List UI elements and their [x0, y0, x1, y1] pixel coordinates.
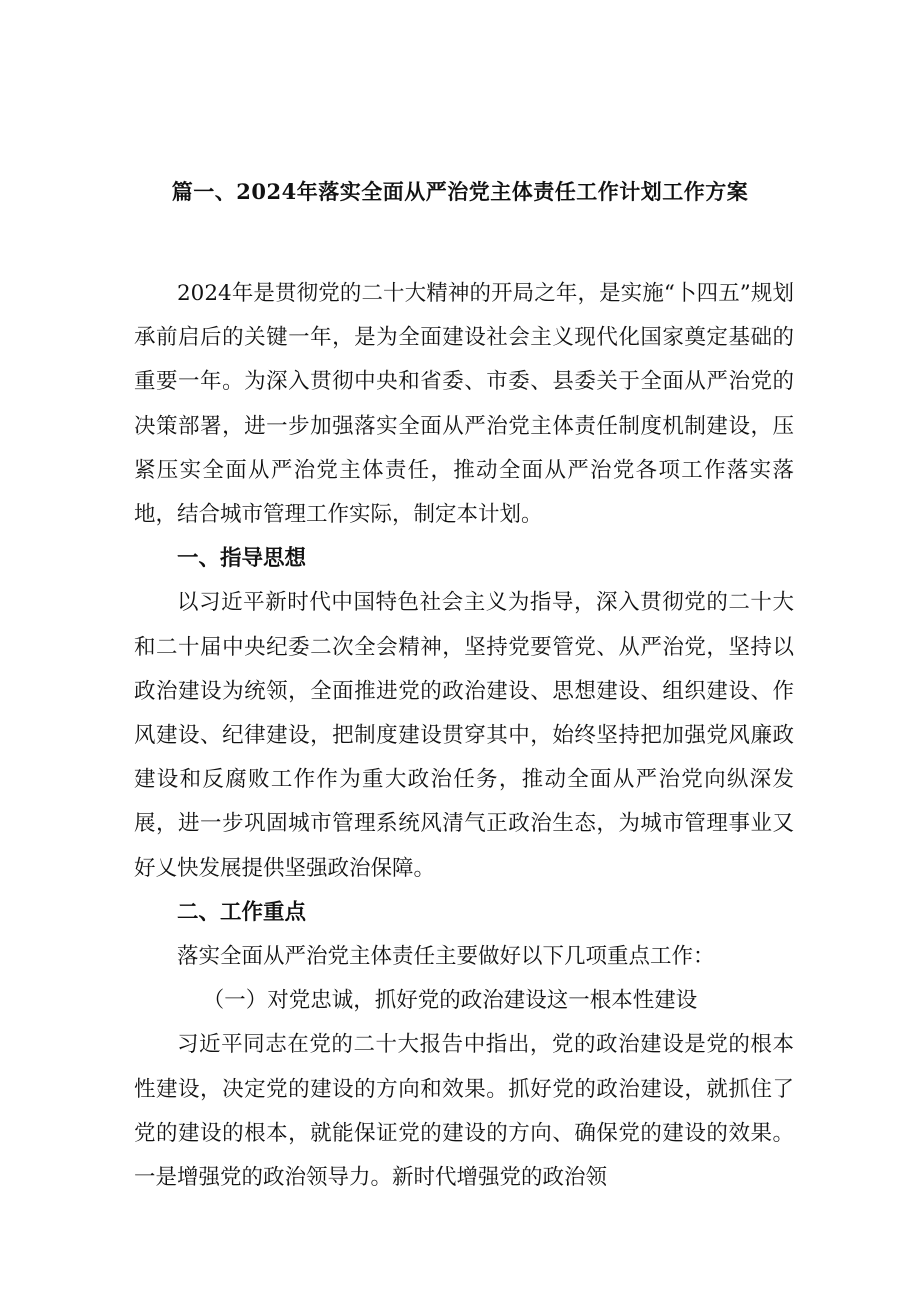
intro-paragraph: 2024年是贯彻党的二十大精神的开局之年，是实施“卜四五”规划承前启后的关键一年，是为全面建设社会主义现代化国家奠定基础的重要一年。为深入贯彻中央和省委、市委、县委关于全面从严治党的决策部署，进一步加强落实全面从严治党主体责任制度机制建设，压紧压实全面从严治党主体责任，推动全面从严治党各项工作落实落地，结合城市管理工作实际，制定本计划。 [134, 281, 794, 528]
guiding-thought-paragraph: 以习近平新时代中国特色社会主义为指导，深入贯彻党的二十大和二十届中央纪委二次全会精神，坚持党要管党、从严治党，坚持以政治建设为统领，全面推进党的政治建设、思想建设、组织建设、作风建设、纪律建设，把制度建设贯穿其中，始终坚持把加强党风廉政建设和反腐败工作作为重大政治任务，推动全面从严治党向纵深发展，进一步巩固城市管理系统风清气正政治生态，为城市管理事业又好乂快发展提供坚强政治保障。 [134, 590, 794, 881]
section-heading-guiding-thought: 一、指导思想 [177, 546, 307, 572]
document-title: 篇一、2024年落实全面从严治党主体责任工作计划工作方案 [171, 179, 749, 204]
section-heading-work-focus: 二、工作重点 [177, 899, 307, 925]
document-body [134, 272, 794, 1200]
political-construction-paragraph: 习近平同志在党的二十大报告中指出，党的政治建设是党的根本性建设，决定党的建设的方向和效果。抓好党的政治建设，就抓住了党的建设的根本，就能保证党的建设的方向、确保党的建设的效果。一是增强党的政治领导力。新时代增强党的政治领 [134, 1032, 794, 1191]
work-focus-intro-paragraph: 落实全面从严治党主体责任主要做好以下几项重点工作： [177, 944, 715, 970]
subsection-heading-political-construction: （一）对党忠诚，抓好党的政治建设这一根本性建设 [202, 988, 698, 1014]
